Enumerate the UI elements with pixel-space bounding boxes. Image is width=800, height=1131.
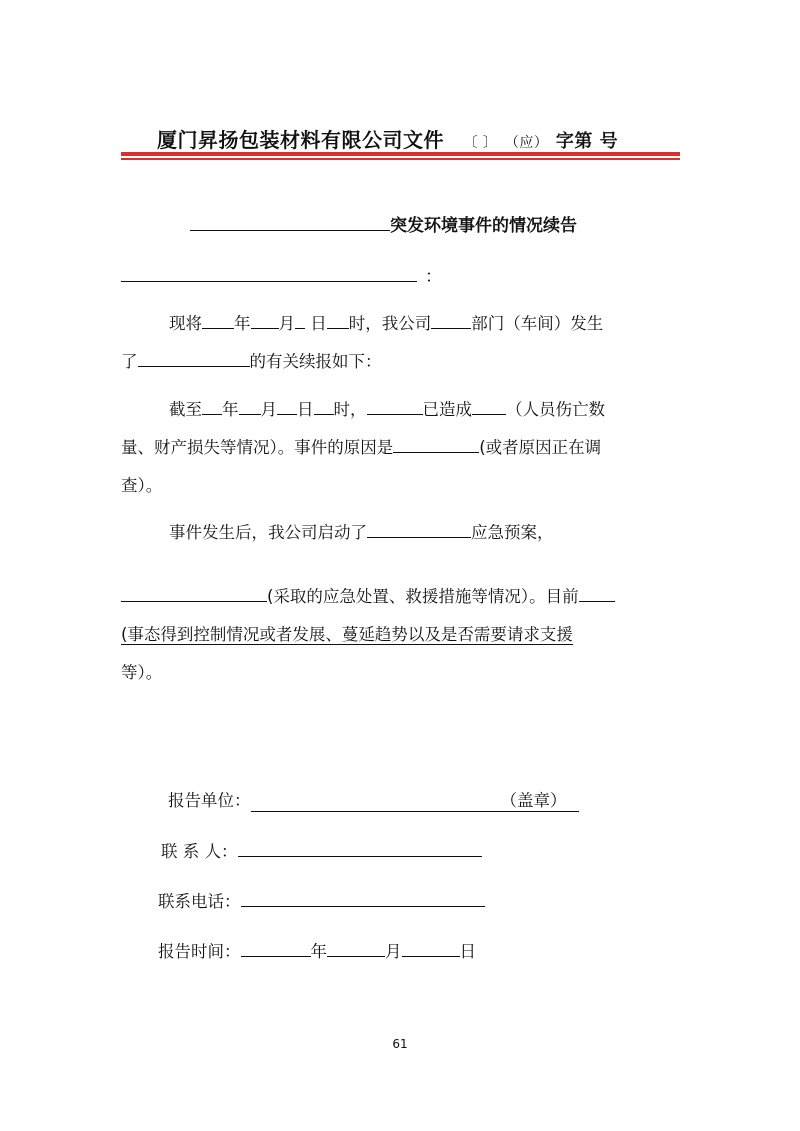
blank-day	[295, 311, 305, 329]
phone-row	[158, 888, 485, 912]
contact-label: 联 系 人：	[161, 842, 238, 861]
text: 日	[297, 400, 314, 419]
contact-row	[161, 838, 482, 862]
text: 截至	[169, 400, 202, 419]
day-label: 日	[459, 942, 476, 961]
paragraph-1-line-1	[121, 305, 681, 343]
blank-month	[327, 939, 385, 957]
blank-department	[431, 311, 471, 329]
header-red-rule-thin	[121, 158, 680, 160]
text: 等）。	[121, 663, 163, 682]
report-time-label: 报告时间：	[158, 942, 241, 961]
ying-label: （应）	[504, 135, 549, 151]
paragraph-1	[121, 305, 681, 381]
text: 年	[222, 400, 239, 419]
text: 事件发生后，我公司启动了	[169, 523, 367, 542]
text: 时，我公司	[348, 314, 432, 333]
text: (事态得到控制情况或者发展、蔓延趋势以及是否需要请求支援	[121, 625, 573, 644]
document-title-row	[190, 211, 577, 236]
document-header	[157, 124, 618, 153]
text: 的有关续报如下：	[249, 352, 382, 371]
text: 了	[121, 352, 138, 371]
blank-cause	[393, 435, 479, 453]
blank-phone	[241, 889, 485, 907]
phone-label: 联系电话：	[158, 892, 241, 911]
blank-event	[138, 349, 250, 367]
blank-contact	[238, 839, 482, 857]
text: 量、财产损失等情况）。事件的原因是	[121, 438, 394, 457]
paragraph-2	[121, 391, 681, 505]
blank-event-name	[190, 212, 390, 231]
blank-plan	[367, 520, 471, 538]
month-label: 月	[385, 942, 402, 961]
blank-day	[277, 397, 297, 415]
addressee-row	[121, 262, 442, 287]
blank-hour	[327, 311, 349, 329]
blank-status	[579, 584, 615, 602]
blank-year	[202, 397, 222, 415]
text: 部门（车间）发生	[471, 314, 604, 333]
blank-report-unit	[251, 787, 579, 812]
paragraph-3-line-3	[121, 616, 681, 654]
blank-date	[367, 397, 423, 415]
header-red-rule-thick	[121, 152, 680, 156]
blank-year	[241, 939, 311, 957]
blank-month	[251, 311, 279, 329]
text: 现将	[169, 314, 202, 333]
text: (或者原因正在调	[479, 438, 602, 457]
blank-hour	[314, 397, 334, 415]
text: 已造成	[422, 400, 472, 419]
text: (采取的应急处置、救援措施等情况）。目前	[267, 587, 579, 606]
blank-measures	[121, 584, 267, 602]
report-time-row	[158, 938, 476, 962]
seal-label: （盖章）	[500, 791, 567, 810]
text: 月	[260, 400, 277, 419]
text: 时，	[333, 400, 367, 419]
text: （人员伤亡数	[506, 400, 605, 419]
addressee-colon: ：	[425, 267, 442, 287]
text: 月	[278, 314, 295, 333]
paragraph-3-line-2	[121, 578, 681, 616]
paragraph-2-line-3	[121, 467, 681, 505]
report-unit-row	[168, 787, 579, 812]
doc-number-bracket: 〔 〕	[463, 135, 498, 151]
paragraph-2-line-2	[121, 429, 681, 467]
doc-number-label: 字第 号	[555, 131, 619, 152]
text: 年	[234, 314, 251, 333]
text: 查）。	[121, 476, 163, 495]
company-doc-title: 厦门昇扬包装材料有限公司文件	[157, 128, 444, 152]
blank-addressee	[121, 263, 417, 282]
text: 日	[310, 314, 327, 333]
blank-consequence	[472, 397, 506, 415]
blank-day	[402, 939, 460, 957]
page-number: 61	[392, 1037, 408, 1051]
paragraph-3	[121, 514, 681, 692]
paragraph-3-line-4	[121, 654, 681, 692]
paragraph-2-line-1	[121, 391, 681, 429]
report-unit-label: 报告单位：	[168, 791, 251, 810]
text: 应急预案，	[471, 523, 554, 542]
blank-month	[239, 397, 261, 415]
year-label: 年	[310, 942, 327, 961]
paragraph-1-line-2	[121, 343, 681, 381]
paragraph-3-line-1	[121, 514, 681, 552]
document-title: 突发环境事件的情况续告	[390, 216, 577, 236]
blank-year	[202, 311, 234, 329]
